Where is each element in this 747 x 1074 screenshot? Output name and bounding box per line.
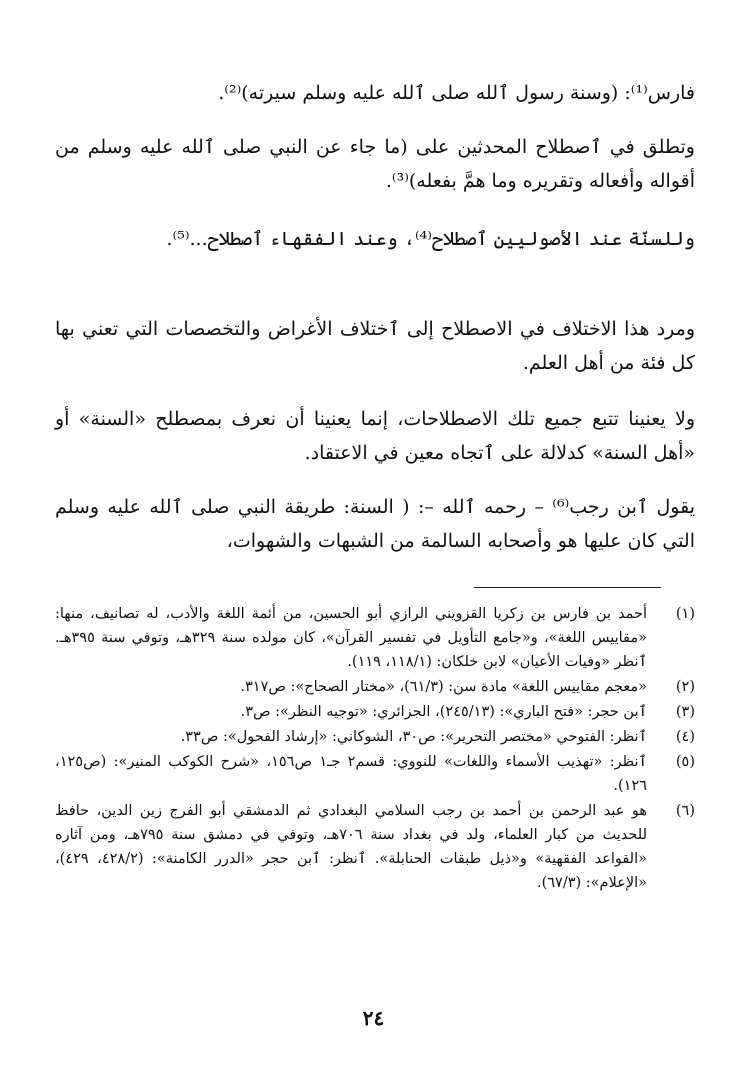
footnote-text: هو عبد الرحمن بن أحمد بن رجب السلامي البغدادي ثم الدمشقي أبو الفرج زين الدين، حافظ للحديث من كبار العلماء، ولد في بغداد سنة ٧٠٦هـ، وتوفي في دمشق سنة ٧٩٥هـ، ومن آثاره «القواعد الفقهية» و«ذيل طبقات الحنابلة». ٱنظر: ٱبن حجر «الدرر الكامنة»: (٤٢٨/٢، ٤٢٩)، «الإعلام»: (٦٧/٣). [55,803,648,891]
paragraph-4: ومرد هذا الاختلاف في الاصطلاح إلى ٱختلاف الأغراض والتخصصات التي تعني بها كل فئة من أهل العلم. [55,318,695,374]
footnote-number: (٤) [675,729,695,745]
footnote-text: ٱنظر: «تهذيب الأسماء واللغات» للنووي: قسم٢ جـ١ ص١٥٦، «شرح الكوكب المنير»: (ص١٢٥، ١٢٦). [55,754,648,794]
footnote-5 [55,750,695,798]
footnote-3 [55,700,695,724]
footnote-2 [55,675,695,699]
page-number: ٢٤ [362,1006,385,1030]
footnote-text: «معجم مقاييس اللغة» مادة سن: (٦١/٣)، «مختار الصحاح»: ص٣١٧. [240,679,647,695]
footnotes [55,602,695,896]
footnote-text: ٱنظر: الفتوحي «مختصر التحرير»: ص٣٠، الشوكاني: «إرشاد الفحول»: ص٣٣. [180,729,647,745]
paragraph-5: ولا يعنينا تتبع جميع تلك الاصطلاحات، إنما يعنينا أن نعرف بمصطلح «السنة» أو «أهل السنة» كدلالة على ٱتجاه معين في الاعتقاد. [55,408,695,464]
footnote-number: (٣) [675,704,695,720]
paragraph-2: وتطلق في ٱصطلاح المحدثين على (ما جاء عن النبي صلى ٱلله عليه وسلم من أقواله وأفعاله وتقريره وما همَّ بفعله)⁽³⁾. [55,136,695,192]
footnote-1 [55,602,695,674]
footnote-4 [55,725,695,749]
paragraph-1: فارس⁽¹⁾: (وسنة رسول ٱلله صلى ٱلله عليه وسلم سيرته)⁽²⁾. [218,82,695,104]
footnote-6 [55,799,695,895]
footnote-text: أحمد بن فارس بن زكريا القزويني الرازي أبو الحسين، من أئمة اللغة والأدب، له تصانيف، منها: «مقاييس اللغة»، و«جامع التأويل في تفسير القرآن»، كان مولده سنة ٣٢٩هـ، وتوفي سنة ٣٩٥هـ. ٱنظر «وفيات الأعيان» لابن خلكان: (١١٨/١، ١١٩). [55,606,648,670]
paragraph-6: يقول ٱبن رجب⁽⁶⁾ – رحمه ٱلله –: ( السنة: طريقة النبي صلى ٱلله عليه وسلم التي كان عليها هو وأصحابه السالمة من الشبهات والشهوات، [55,496,695,552]
footnote-number: (٥) [675,754,695,770]
footnote-separator [474,587,661,588]
footnote-text: ٱبن حجر: «فتح الباري»: (٢٤٥/١٣)، الجزائري: «توجيه النظر»: ص٣. [240,704,647,720]
paragraph-3: وللسنّة عند الأصوليين ٱصطلاح⁽⁴⁾، وعند الفقهاء ٱصطلاح...⁽⁵⁾. [166,228,695,250]
footnote-number: (٦) [675,803,695,819]
footnote-number: (١) [675,606,695,622]
footnote-number: (٢) [675,679,695,695]
